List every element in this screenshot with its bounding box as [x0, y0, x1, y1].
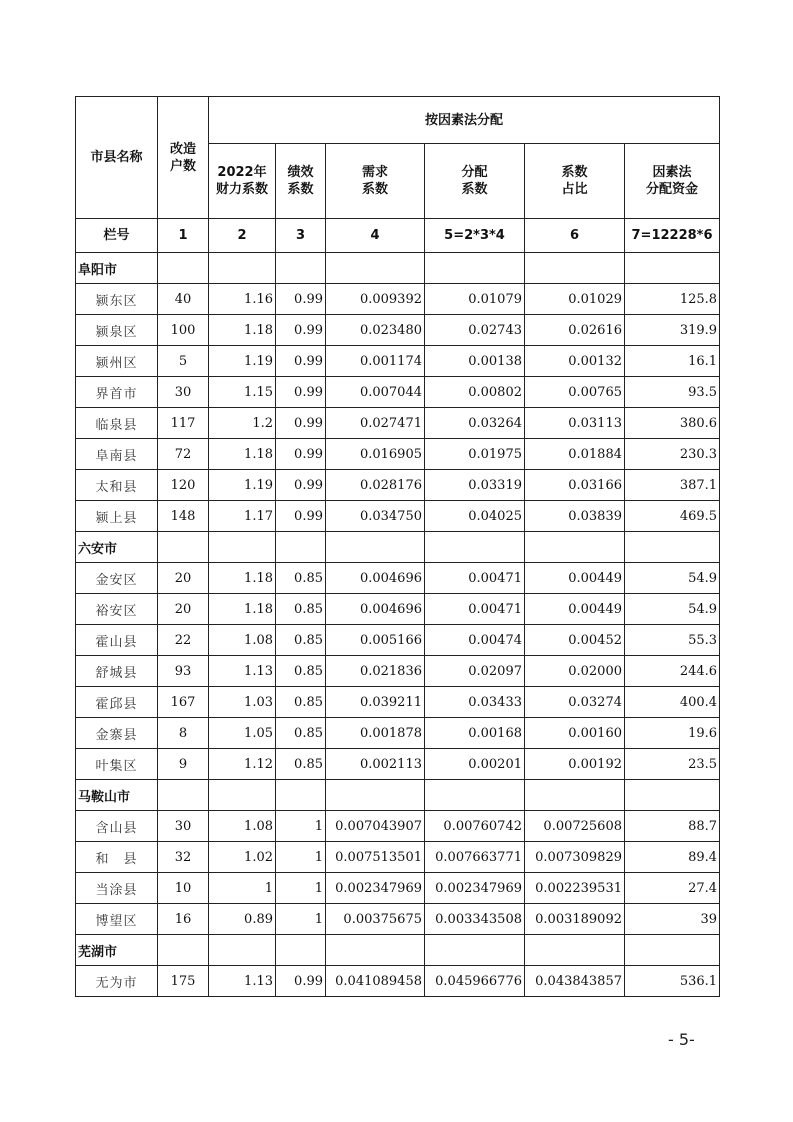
- cell-performance: 1: [276, 842, 326, 873]
- cell-demand: 0.007044: [326, 377, 425, 408]
- table-body: [76, 253, 720, 997]
- cell-households: 10: [158, 873, 209, 904]
- cell-funds: 23.5: [625, 749, 720, 780]
- cell-demand: 0.002113: [326, 749, 425, 780]
- cell-demand: 0.028176: [326, 470, 425, 501]
- table-row: [76, 439, 720, 470]
- cell-performance: 0.99: [276, 439, 326, 470]
- county-name: 当涂县: [76, 873, 158, 904]
- cell-performance: 0.99: [276, 284, 326, 315]
- table-row: [76, 749, 720, 780]
- table-row: [76, 625, 720, 656]
- cell-households: 16: [158, 904, 209, 935]
- cell-fiscal: 1.05: [209, 718, 276, 749]
- cell-performance: 0.99: [276, 315, 326, 346]
- empty-cell: [209, 253, 276, 284]
- cell-demand: 0.023480: [326, 315, 425, 346]
- empty-cell: [276, 935, 326, 966]
- cell-performance: 0.99: [276, 470, 326, 501]
- cell-funds: 54.9: [625, 594, 720, 625]
- cell-performance: 0.99: [276, 501, 326, 532]
- cell-share: 0.00132: [525, 346, 625, 377]
- county-name: 叶集区: [76, 749, 158, 780]
- cell-funds: 16.1: [625, 346, 720, 377]
- cell-funds: 400.4: [625, 687, 720, 718]
- empty-cell: [209, 935, 276, 966]
- allocation-table: [75, 96, 720, 997]
- cell-share: 0.043843857: [525, 966, 625, 997]
- table-row: [76, 718, 720, 749]
- group-row: [76, 532, 720, 563]
- cell-demand: 0.007513501: [326, 842, 425, 873]
- cell-funds: 230.3: [625, 439, 720, 470]
- cell-allocation: 0.00138: [425, 346, 525, 377]
- cell-fiscal: 1.19: [209, 470, 276, 501]
- cell-allocation: 0.03433: [425, 687, 525, 718]
- cell-allocation: 0.03264: [425, 408, 525, 439]
- county-name: 太和县: [76, 470, 158, 501]
- empty-cell: [158, 532, 209, 563]
- column-number-7: 7=12228*6: [625, 219, 720, 253]
- county-name: 颍泉区: [76, 315, 158, 346]
- county-name: 舒城县: [76, 656, 158, 687]
- table-row: [76, 346, 720, 377]
- header-households: [158, 97, 209, 219]
- header-performance: [276, 144, 326, 219]
- cell-funds: 387.1: [625, 470, 720, 501]
- cell-allocation: 0.045966776: [425, 966, 525, 997]
- county-name: 博望区: [76, 904, 158, 935]
- cell-funds: 54.9: [625, 563, 720, 594]
- cell-share: 0.007309829: [525, 842, 625, 873]
- cell-demand: 0.041089458: [326, 966, 425, 997]
- cell-share: 0.00160: [525, 718, 625, 749]
- cell-households: 148: [158, 501, 209, 532]
- empty-cell: [525, 780, 625, 811]
- cell-households: 117: [158, 408, 209, 439]
- cell-allocation: 0.04025: [425, 501, 525, 532]
- cell-fiscal: 1.08: [209, 811, 276, 842]
- table-row: [76, 904, 720, 935]
- cell-demand: 0.016905: [326, 439, 425, 470]
- cell-fiscal: 1.18: [209, 563, 276, 594]
- cell-funds: 244.6: [625, 656, 720, 687]
- table-row: [76, 842, 720, 873]
- empty-cell: [158, 935, 209, 966]
- cell-households: 9: [158, 749, 209, 780]
- cell-demand: 0.005166: [326, 625, 425, 656]
- table-row: [76, 501, 720, 532]
- header-share: [525, 144, 625, 219]
- header-fiscal-text: 2022年 财力系数: [215, 165, 268, 197]
- cell-share: 0.01884: [525, 439, 625, 470]
- table-row: [76, 563, 720, 594]
- cell-share: 0.00765: [525, 377, 625, 408]
- county-name: 和 县: [76, 842, 158, 873]
- cell-performance: 0.85: [276, 749, 326, 780]
- cell-demand: 0.002347969: [326, 873, 425, 904]
- header-allocation-text: 分配 系数: [461, 165, 488, 197]
- table-row: [76, 408, 720, 439]
- cell-performance: 0.99: [276, 377, 326, 408]
- header-share-text: 系数 占比: [561, 165, 588, 197]
- cell-households: 175: [158, 966, 209, 997]
- cell-demand: 0.001878: [326, 718, 425, 749]
- cell-allocation: 0.00471: [425, 594, 525, 625]
- empty-cell: [425, 935, 525, 966]
- empty-cell: [425, 780, 525, 811]
- cell-households: 20: [158, 563, 209, 594]
- cell-funds: 39: [625, 904, 720, 935]
- cell-share: 0.01029: [525, 284, 625, 315]
- empty-cell: [425, 532, 525, 563]
- cell-funds: 469.5: [625, 501, 720, 532]
- cell-fiscal: 1: [209, 873, 276, 904]
- cell-households: 120: [158, 470, 209, 501]
- cell-performance: 0.85: [276, 625, 326, 656]
- cell-share: 0.00449: [525, 563, 625, 594]
- empty-cell: [525, 935, 625, 966]
- cell-allocation: 0.007663771: [425, 842, 525, 873]
- cell-share: 0.03839: [525, 501, 625, 532]
- cell-allocation: 0.00760742: [425, 811, 525, 842]
- table-row: [76, 656, 720, 687]
- cell-share: 0.03113: [525, 408, 625, 439]
- cell-share: 0.002239531: [525, 873, 625, 904]
- header-demand: [326, 144, 425, 219]
- cell-households: 5: [158, 346, 209, 377]
- header-name: 市县名称: [76, 97, 158, 219]
- county-name: 临泉县: [76, 408, 158, 439]
- cell-funds: 380.6: [625, 408, 720, 439]
- cell-funds: 89.4: [625, 842, 720, 873]
- cell-demand: 0.004696: [326, 563, 425, 594]
- cell-fiscal: 1.15: [209, 377, 276, 408]
- cell-funds: 125.8: [625, 284, 720, 315]
- table-row: [76, 811, 720, 842]
- cell-fiscal: 1.03: [209, 687, 276, 718]
- table-row: [76, 687, 720, 718]
- cell-share: 0.00452: [525, 625, 625, 656]
- cell-share: 0.003189092: [525, 904, 625, 935]
- cell-demand: 0.00375675: [326, 904, 425, 935]
- empty-cell: [158, 780, 209, 811]
- table-row: [76, 594, 720, 625]
- cell-allocation: 0.02097: [425, 656, 525, 687]
- empty-cell: [326, 253, 425, 284]
- group-name: 阜阳市: [76, 253, 158, 284]
- county-name: 颍州区: [76, 346, 158, 377]
- cell-demand: 0.001174: [326, 346, 425, 377]
- cell-performance: 1: [276, 904, 326, 935]
- cell-allocation: 0.002347969: [425, 873, 525, 904]
- county-name: 裕安区: [76, 594, 158, 625]
- county-name: 霍邱县: [76, 687, 158, 718]
- cell-share: 0.02616: [525, 315, 625, 346]
- cell-fiscal: 1.13: [209, 656, 276, 687]
- column-number-4: 4: [326, 219, 425, 253]
- cell-allocation: 0.003343508: [425, 904, 525, 935]
- cell-performance: 0.99: [276, 346, 326, 377]
- cell-allocation: 0.00168: [425, 718, 525, 749]
- cell-households: 22: [158, 625, 209, 656]
- group-row: [76, 780, 720, 811]
- cell-households: 167: [158, 687, 209, 718]
- group-row: [76, 935, 720, 966]
- cell-fiscal: 1.18: [209, 315, 276, 346]
- cell-allocation: 0.01975: [425, 439, 525, 470]
- empty-cell: [326, 532, 425, 563]
- cell-households: 30: [158, 811, 209, 842]
- county-name: 霍山县: [76, 625, 158, 656]
- cell-funds: 319.9: [625, 315, 720, 346]
- cell-households: 20: [158, 594, 209, 625]
- column-number-6: 6: [525, 219, 625, 253]
- header-allocation: [425, 144, 525, 219]
- table-row: [76, 377, 720, 408]
- empty-cell: [425, 253, 525, 284]
- cell-demand: 0.027471: [326, 408, 425, 439]
- empty-cell: [625, 935, 720, 966]
- cell-performance: 1: [276, 873, 326, 904]
- cell-funds: 88.7: [625, 811, 720, 842]
- group-row: [76, 253, 720, 284]
- table-row: [76, 873, 720, 904]
- cell-households: 32: [158, 842, 209, 873]
- county-name: 颍东区: [76, 284, 158, 315]
- county-name: 金寨县: [76, 718, 158, 749]
- empty-cell: [158, 253, 209, 284]
- cell-performance: 0.85: [276, 563, 326, 594]
- county-name: 无为市: [76, 966, 158, 997]
- cell-fiscal: 1.08: [209, 625, 276, 656]
- empty-cell: [625, 253, 720, 284]
- table-row: [76, 315, 720, 346]
- cell-allocation: 0.00802: [425, 377, 525, 408]
- cell-fiscal: 1.13: [209, 966, 276, 997]
- cell-share: 0.03166: [525, 470, 625, 501]
- cell-funds: 55.3: [625, 625, 720, 656]
- cell-demand: 0.009392: [326, 284, 425, 315]
- cell-funds: 93.5: [625, 377, 720, 408]
- cell-households: 100: [158, 315, 209, 346]
- cell-funds: 536.1: [625, 966, 720, 997]
- empty-cell: [625, 532, 720, 563]
- empty-cell: [209, 532, 276, 563]
- cell-fiscal: 1.17: [209, 501, 276, 532]
- cell-households: 72: [158, 439, 209, 470]
- county-name: 界首市: [76, 377, 158, 408]
- county-name: 阜南县: [76, 439, 158, 470]
- county-name: 含山县: [76, 811, 158, 842]
- column-number-5: 5=2*3*4: [425, 219, 525, 253]
- county-name: 金安区: [76, 563, 158, 594]
- cell-demand: 0.004696: [326, 594, 425, 625]
- county-name: 颍上县: [76, 501, 158, 532]
- empty-cell: [276, 780, 326, 811]
- empty-cell: [326, 780, 425, 811]
- column-number-1: 1: [158, 219, 209, 253]
- cell-allocation: 0.03319: [425, 470, 525, 501]
- table-row: [76, 470, 720, 501]
- cell-demand: 0.007043907: [326, 811, 425, 842]
- cell-allocation: 0.00474: [425, 625, 525, 656]
- header-factor-group: 按因素法分配: [209, 97, 720, 144]
- cell-demand: 0.034750: [326, 501, 425, 532]
- cell-allocation: 0.02743: [425, 315, 525, 346]
- empty-cell: [276, 253, 326, 284]
- cell-share: 0.03274: [525, 687, 625, 718]
- cell-performance: 1: [276, 811, 326, 842]
- cell-performance: 0.99: [276, 408, 326, 439]
- cell-fiscal: 1.2: [209, 408, 276, 439]
- cell-fiscal: 1.16: [209, 284, 276, 315]
- cell-funds: 27.4: [625, 873, 720, 904]
- cell-allocation: 0.00471: [425, 563, 525, 594]
- header-funds: [625, 144, 720, 219]
- table-row: [76, 966, 720, 997]
- empty-cell: [209, 780, 276, 811]
- group-name: 六安市: [76, 532, 158, 563]
- cell-share: 0.00449: [525, 594, 625, 625]
- cell-performance: 0.85: [276, 687, 326, 718]
- empty-cell: [326, 935, 425, 966]
- cell-demand: 0.021836: [326, 656, 425, 687]
- cell-performance: 0.85: [276, 718, 326, 749]
- cell-share: 0.02000: [525, 656, 625, 687]
- cell-fiscal: 1.18: [209, 594, 276, 625]
- cell-share: 0.00192: [525, 749, 625, 780]
- header-households-text: 改造 户数: [169, 141, 196, 174]
- cell-fiscal: 1.02: [209, 842, 276, 873]
- column-number-label: 栏号: [76, 219, 158, 253]
- empty-cell: [525, 253, 625, 284]
- cell-demand: 0.039211: [326, 687, 425, 718]
- cell-households: 93: [158, 656, 209, 687]
- cell-funds: 19.6: [625, 718, 720, 749]
- cell-performance: 0.99: [276, 966, 326, 997]
- cell-allocation: 0.01079: [425, 284, 525, 315]
- empty-cell: [276, 532, 326, 563]
- cell-performance: 0.85: [276, 594, 326, 625]
- cell-households: 8: [158, 718, 209, 749]
- empty-cell: [625, 780, 720, 811]
- header-fiscal: [209, 144, 276, 219]
- page-number: - 5-: [668, 1030, 695, 1049]
- cell-allocation: 0.00201: [425, 749, 525, 780]
- cell-performance: 0.85: [276, 656, 326, 687]
- cell-fiscal: 0.89: [209, 904, 276, 935]
- column-number-3: 3: [276, 219, 326, 253]
- table-row: [76, 284, 720, 315]
- cell-households: 40: [158, 284, 209, 315]
- cell-fiscal: 1.19: [209, 346, 276, 377]
- empty-cell: [525, 532, 625, 563]
- cell-share: 0.00725608: [525, 811, 625, 842]
- column-number-2: 2: [209, 219, 276, 253]
- header-funds-text: 因素法 分配资金: [646, 165, 699, 197]
- header-performance-text: 绩效 系数: [287, 165, 314, 197]
- cell-households: 30: [158, 377, 209, 408]
- group-name: 芜湖市: [76, 935, 158, 966]
- cell-fiscal: 1.18: [209, 439, 276, 470]
- group-name: 马鞍山市: [76, 780, 158, 811]
- header-demand-text: 需求 系数: [361, 165, 388, 197]
- cell-fiscal: 1.12: [209, 749, 276, 780]
